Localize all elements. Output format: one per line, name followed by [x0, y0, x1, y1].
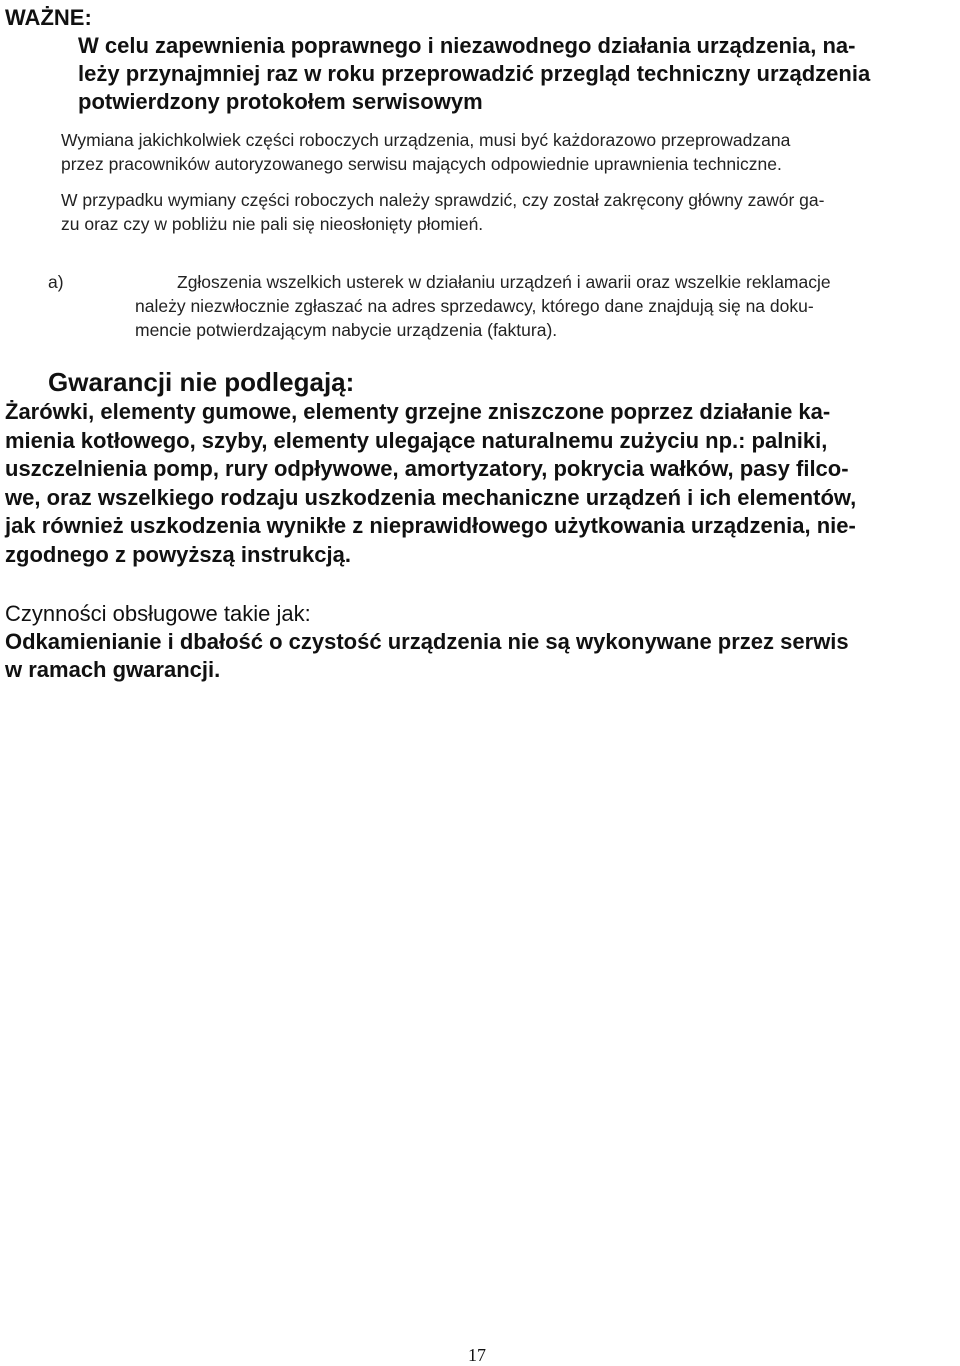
paragraph-line: W przypadku wymiany części roboczych należy sprawdzić, czy został zakręcony główny zawór ga- — [61, 190, 825, 210]
exclusion-line: jak również uszkodzenia wynikłe z nieprawidłowego użytkowania urządzenia, nie- — [5, 513, 856, 539]
exclusion-line: uszczelnienia pomp, rury odpływowe, amortyzatory, pokrycia wałków, pasy filco- — [5, 456, 849, 482]
parts-replacement-paragraph — [61, 128, 790, 176]
paragraph-line: Wymiana jakichkolwiek części roboczych urządzenia, musi być każdorazowo przeprowadzana — [61, 130, 791, 150]
service-line: Odkamienianie i dbałość o czystość urządzenia nie są wykonywane przez serwis — [5, 629, 849, 654]
exclusion-line: zgodnego z powyższą instrukcją. — [5, 541, 351, 567]
page-number: 17 — [468, 1345, 486, 1365]
important-line: W celu zapewnienia poprawnego i niezawodnego działania urządzenia, na- — [78, 33, 856, 58]
exclusion-line: Żarówki, elementy gumowe, elementy grzejne zniszczone poprzez działanie ka- — [5, 399, 831, 424]
list-marker: a) — [48, 272, 64, 292]
paragraph-line: zu oraz czy w pobliżu nie pali się nieosłonięty płomień. — [61, 214, 484, 234]
list-item-line: mencie potwierdzającym nabycie urządzenia (faktura). — [135, 320, 558, 340]
exclusion-line: we, oraz wszelkiego rodzaju uszkodzenia mechaniczne urządzeń i ich elementów, — [5, 484, 857, 510]
gas-valve-paragraph — [61, 188, 824, 236]
service-line: w ramach gwarancji. — [5, 657, 221, 682]
list-item — [135, 270, 831, 342]
section-title: Gwarancji nie podlegają: — [48, 367, 355, 397]
important-line: potwierdzony protokołem serwisowym — [78, 89, 483, 114]
important-heading: WAŻNE: — [5, 5, 92, 30]
paragraph-line: przez pracowników autoryzowanego serwisu mających odpowiednie uprawnienia techniczne. — [61, 154, 782, 174]
list-item-line: Zgłoszenia wszelkich usterek w działaniu urządzeń i awarii oraz wszelkie reklamacje — [177, 272, 831, 292]
exclusion-line: mienia kotłowego, szyby, elementy ulegające naturalnemu zużyciu np.: palniki, — [5, 427, 828, 453]
service-note — [5, 628, 849, 684]
service-title: Czynności obsługowe takie jak: — [5, 601, 311, 626]
warranty-exclusions — [5, 398, 856, 570]
important-notice — [78, 32, 870, 116]
list-item-line: należy niezwłocznie zgłaszać na adres sprzedawcy, którego dane znajdują się na doku- — [135, 296, 814, 316]
important-line: leży przynajmniej raz w roku przeprowadzić przegląd techniczny urządzenia — [78, 61, 871, 86]
